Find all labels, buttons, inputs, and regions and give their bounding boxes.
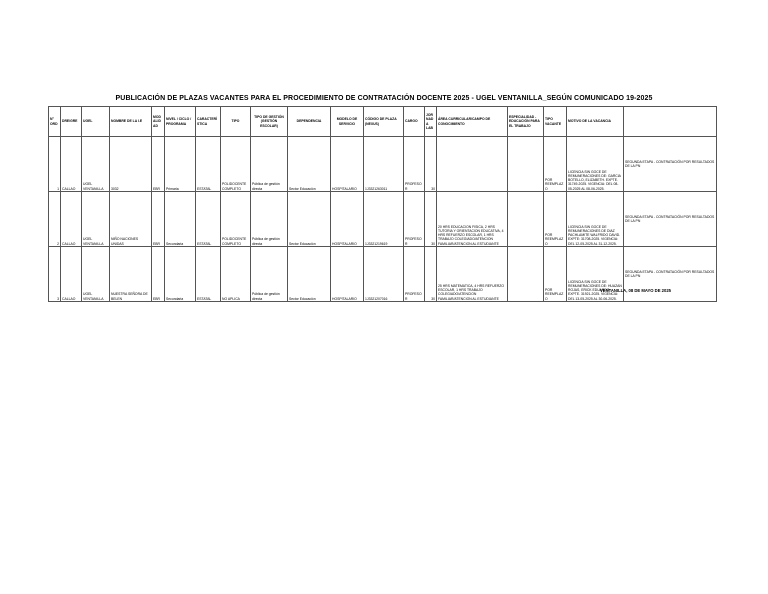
col-header-nivel: NIVEL / CICLO / PROGRAMA <box>165 107 196 137</box>
col-header-especialidad: ESPECIALIDAD - EDUCACIÓN PARA EL TRABAJO <box>508 107 544 137</box>
page-title: PUBLICACIÓN DE PLAZAS VACANTES PARA EL PROCEDIMIENTO DE CONTRATACIÓN DOCENTE 2025 - UGEL VENTANILLA_SEGÚN COMUNICADO 19-2025 <box>115 95 653 102</box>
cell-especialidad <box>508 137 544 192</box>
col-header-ie: NOMBRE DE LA I.E <box>110 107 152 137</box>
cell-vacante: POR REEMPLAZO <box>544 192 567 247</box>
cell-gestion: Pública de gestión directa <box>251 137 288 192</box>
cell-codigo: 1J3321207016 <box>364 247 404 302</box>
cell-n: 1 <box>49 137 61 192</box>
col-header-motivo: MOTIVO DE LA VACANCIA <box>567 107 624 137</box>
cell-etapa: SEGUNDA ETAPA - CONTRATACIÓN POR RESULTADOS DE LA PN <box>624 192 717 247</box>
cell-modelo: HOSPITALARIO <box>331 192 364 247</box>
cell-dependencia: Sector Educación <box>288 247 331 302</box>
col-header-dre: DRE/GRE <box>61 107 82 137</box>
table-row <box>49 192 717 247</box>
cell-etapa: SEGUNDA ETAPA - CONTRATACIÓN POR RESULTADOS DE LA PN <box>624 247 717 302</box>
cell-n: 2 <box>49 192 61 247</box>
cell-cargo: PROFESOR <box>404 192 425 247</box>
document-date: VENTANILLA, 08 DE MAYO DE 2025 <box>600 288 671 293</box>
cell-ie: 3032 <box>110 137 152 192</box>
table-row <box>49 247 717 302</box>
cell-nivel: Primaria <box>165 137 196 192</box>
col-header-modelo: MODELO DE SERVICIO <box>331 107 364 137</box>
cell-dre: CALLAO <box>61 192 82 247</box>
cell-modelo: HOSPITALARIO <box>331 247 364 302</box>
cell-tipo: NO APLICA <box>221 247 251 302</box>
cell-cargo: PROFESOR <box>404 247 425 302</box>
col-header-caracteristica: CARACTERÍSTICA <box>196 107 221 137</box>
cell-area <box>437 137 508 192</box>
cell-vacante: POR REEMPLAZO <box>544 247 567 302</box>
col-header-tipo: TIPO <box>221 107 251 137</box>
cell-ugel: UGEL VENTANILLA <box>82 137 110 192</box>
cell-area: 20 HRS EDUCACION FISICA, 2 HRS TUTORIA Y ORIENTACION EDUCATIVA, 4 HRS REFUERZO ESCOLAR, 1 HRS TRABAJO COLEGIADO/ATENCION FAMILIAR/ATENCION AL ESTUDIANTE <box>437 192 508 247</box>
cell-cargo: PROFESOR <box>404 137 425 192</box>
cell-modelo: HOSPITALARIO <box>331 137 364 192</box>
cell-dre: CALLAO <box>61 137 82 192</box>
cell-tipo: POLIDOCENTE COMPLETO <box>221 137 251 192</box>
cell-area: 25 HRS MATEMATICA, 4 HRS REFUERZO ESCOLAR, 1 HRS TRABAJO COLEGIADO/ATENCION FAMILIAR/ATENCION AL ESTUDIANTE <box>437 247 508 302</box>
col-header-etapa <box>624 107 717 137</box>
cell-jornada: 30 <box>425 192 437 247</box>
cell-nivel: Secundaria <box>165 192 196 247</box>
cell-tipo: POLIDOCENTE COMPLETO <box>221 192 251 247</box>
cell-gestion: Pública de gestión directa <box>251 247 288 302</box>
cell-vacante: POR REEMPLAZO <box>544 137 567 192</box>
col-header-modalidad: MODALIDAD <box>152 107 165 137</box>
cell-ugel: UGEL VENTANILLA <box>82 192 110 247</box>
cell-especialidad <box>508 247 544 302</box>
cell-motivo: LICENCIA SIN GOCE DE REMUNERACIONES DE: HUAZAN ROJAS, ERICK EDUARDO. EXPTE. 31921-2025. VIGENCIA: DEL 13-05-2025 AL 30-06-2025. <box>567 247 624 302</box>
vacancies-table <box>48 106 717 302</box>
col-header-jornada: JORNADA LAB <box>425 107 437 137</box>
col-header-dependencia: DEPENDENCIA <box>288 107 331 137</box>
cell-caracteristica: ESTATAL <box>196 192 221 247</box>
col-header-n: N° ORD <box>49 107 61 137</box>
cell-codigo: 1J3321219619 <box>364 192 404 247</box>
col-header-cargo: CARGO <box>404 107 425 137</box>
cell-etapa: SEGUNDA ETAPA - CONTRATACIÓN POR RESULTADOS DE LA PN <box>624 137 717 192</box>
cell-modalidad: EBR <box>152 247 165 302</box>
table-header-row <box>49 107 717 137</box>
cell-gestion: Pública de gestión directa <box>251 192 288 247</box>
cell-modalidad: EBR <box>152 137 165 192</box>
cell-motivo: LICENCIA SIN GOCE DE REMUNERACIONES DE DIAZ PACHLAMITE WALFRIDO DAVID. EXPTE: 31708-2025. VIGENCIA: DEL 12-05-2025 AL 31-12-2025. <box>567 192 624 247</box>
cell-codigo: 1J3321263011 <box>364 137 404 192</box>
cell-dependencia: Sector Educación <box>288 137 331 192</box>
cell-jornada: 30 <box>425 247 437 302</box>
col-header-ugel: UGEL <box>82 107 110 137</box>
cell-ie: NUESTRA SEÑORA DE BELEN <box>110 247 152 302</box>
cell-jornada: 30 <box>425 137 437 192</box>
col-header-vacante: TIPO VACANTE <box>544 107 567 137</box>
cell-dre: CALLAO <box>61 247 82 302</box>
cell-ie: NIÑO NACIONES UNIDAS <box>110 192 152 247</box>
table-row <box>49 137 717 192</box>
cell-dependencia: Sector Educación <box>288 192 331 247</box>
col-header-gestion: TIPO DE GESTIÓN (GESTIÓN ESCOLAR) <box>251 107 288 137</box>
cell-caracteristica: ESTATAL <box>196 137 221 192</box>
cell-especialidad <box>508 192 544 247</box>
cell-n: 3 <box>49 247 61 302</box>
cell-nivel: Secundaria <box>165 247 196 302</box>
cell-ugel: UGEL VENTANILLA <box>82 247 110 302</box>
cell-caracteristica: ESTATAL <box>196 247 221 302</box>
col-header-codigo: CÓDIGO DE PLAZA (NEXUS) <box>364 107 404 137</box>
col-header-area: ÁREA CURRICULAR/CAMPO DE CONOCIMIENTO <box>437 107 508 137</box>
cell-modalidad: EBR <box>152 192 165 247</box>
cell-motivo: LICENCIA SIN GOCE DE REMUNERACIONES DE: GARCIA BOTELLO, ELIZABETH. EXPTE. 31749-2025. VIGENCIA: DEL 08-05-2025 AL 08-06-2025. <box>567 137 624 192</box>
